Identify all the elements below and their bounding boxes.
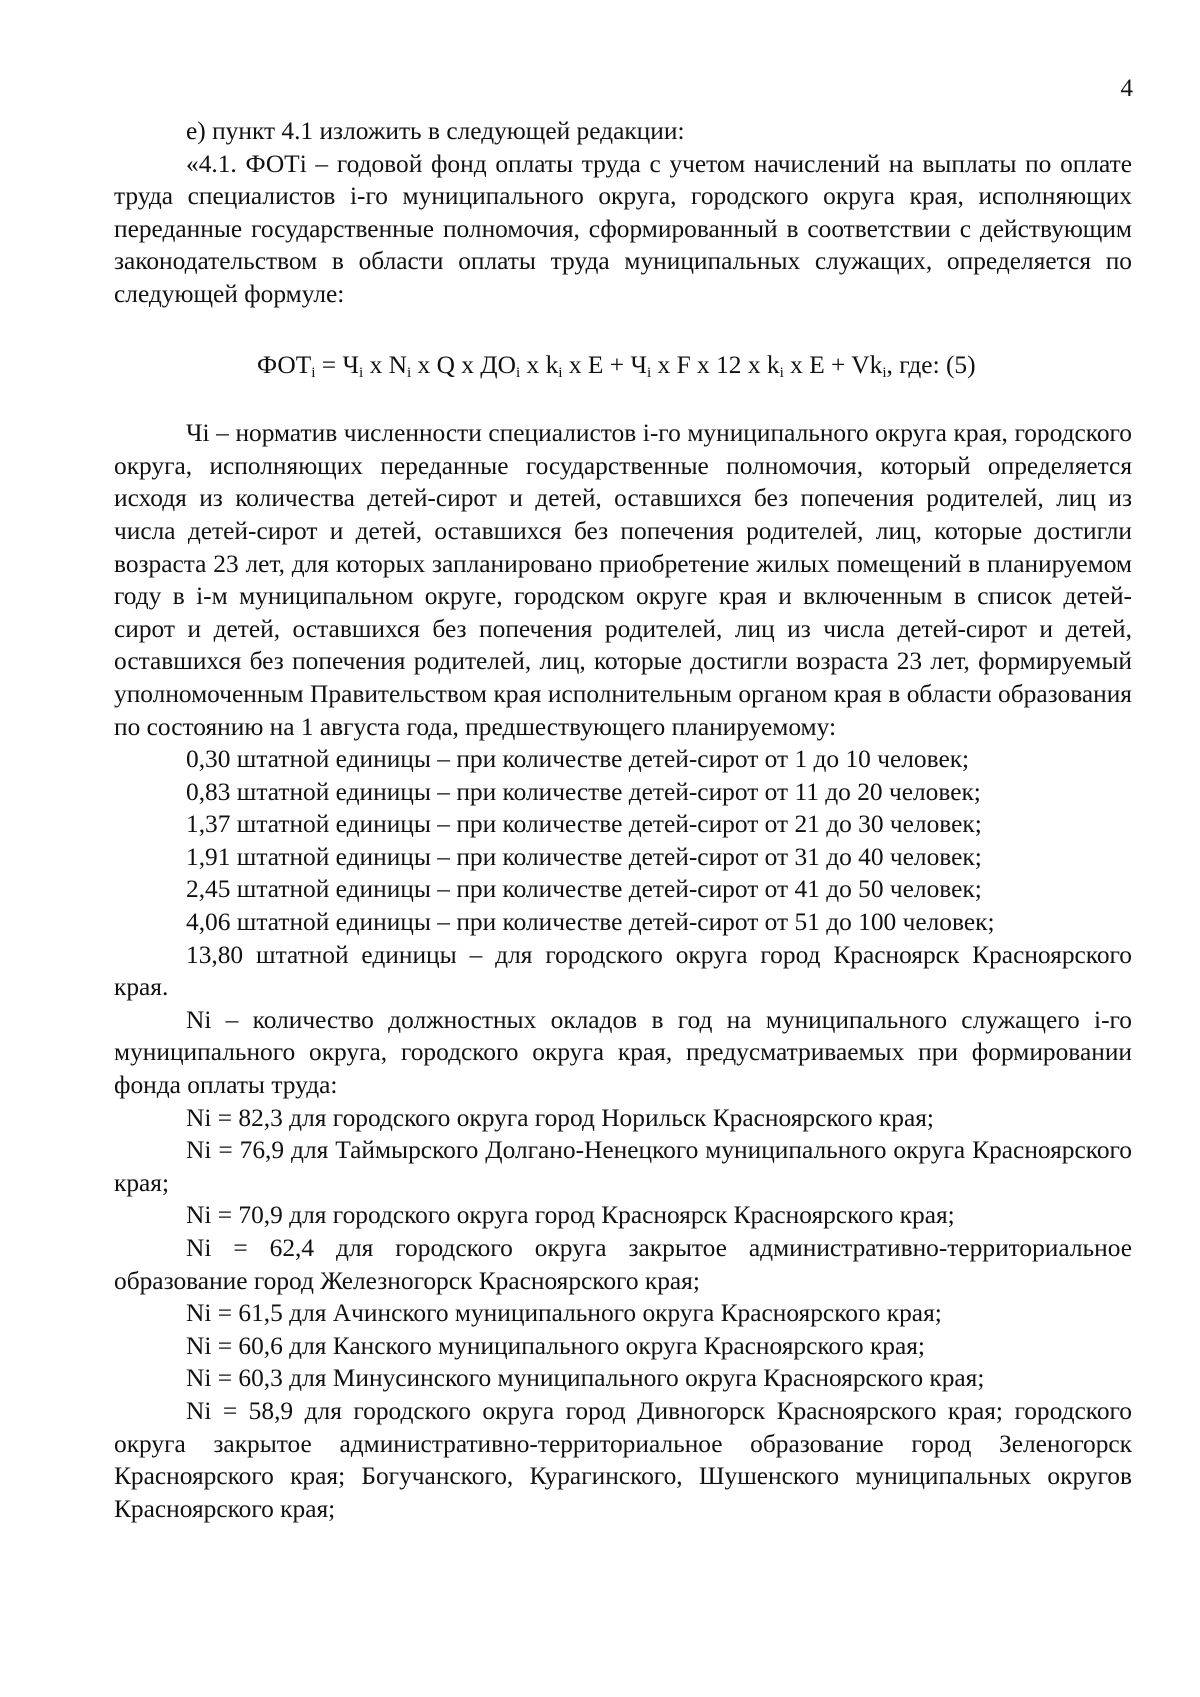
page-number: 4 bbox=[1120, 75, 1133, 102]
norm-item: 0,83 штатной единицы – при количестве детей-сирот от 11 до 20 человек; bbox=[186, 777, 981, 806]
norm-item: 13,80 штатной единицы – для городского округа город Красноярск Красноярского края. bbox=[114, 940, 1132, 1002]
norm-item: 1,37 штатной единицы – при количестве детей-сирот от 21 до 30 человек; bbox=[186, 810, 982, 839]
n-value-item: Ni = 60,3 для Минусинского муниципального округа Красноярского края; bbox=[186, 1364, 985, 1393]
n-value-item: Ni = 76,9 для Таймырского Долгано-Ненецкого муниципального округа Красноярского края; bbox=[114, 1136, 1132, 1197]
n-value-item: Ni = 70,9 для городского округа город Красноярск Красноярского края; bbox=[186, 1201, 955, 1230]
norm-item: 2,45 штатной единицы – при количестве детей-сирот от 41 до 50 человек; bbox=[186, 875, 982, 904]
norm-item: 1,91 штатной единицы – при количестве детей-сирот от 31 до 40 человек; bbox=[186, 842, 982, 871]
norm-item: 0,30 штатной единицы – при количестве детей-сирот от 1 до 10 человек; bbox=[186, 745, 970, 774]
n-value-item: Ni = 60,6 для Канского муниципального округа Красноярского края; bbox=[186, 1331, 925, 1360]
ch-definition: Чi – норматив численности специалистов i-го муниципального округа края, городского округа, исполняющих переданные государственные полномочия, который определяется исходя из количества детей-сирот и детей, оставшихся без попечения родителей, лиц из числа детей-сирот и детей, оставшихся без попечения родителей, лиц, которые достигли возраста 23 лет, для которых запланировано приобретение жилых помещений в планируемом году в i-м муниципальном округе, городском округе края и включенным в список детей-сирот и детей, оставшихся без попечения родителей, лиц из числа детей-сирот и детей, оставшихся без попечения родителей, лиц, которые достигли возраста 23 лет, формируемый уполномоченным Правительством края исполнительным органом края в области образования по состоянию на 1 августа года, предшествующего планируемому: bbox=[114, 419, 1132, 741]
n-value-item: Ni = 62,4 для городского округа закрытое административно-территориальное образование город Железногорск Красноярского края; bbox=[114, 1234, 1132, 1295]
amendment-heading: е) пункт 4.1 изложить в следующей редакции: bbox=[186, 117, 685, 145]
formula-5: $ФОТ_i = Ч_i$ x $N_i$ x Q x $ДО_i$ x $k_i$ x $E + Ч_i$ x F x 12 x $k_i$ x $E + Vk_i$, где: (5) bbox=[257, 350, 976, 381]
n-value-item: Ni = 61,5 для Ачинского муниципального округа Красноярского края; bbox=[186, 1299, 942, 1328]
n-value-item: Ni = 58,9 для городского округа город Дивногорск Красноярского края; городского округа закрытое административно-территориальное образование город Зеленогорск Красноярского края; Богучанского, Курагинского, Шушенского муниципальных округов Красноярского края; bbox=[114, 1396, 1132, 1523]
intro-paragraph: «4.1. ФОТi – годовой фонд оплаты труда с учетом начислений на выплаты по оплате труда специалистов i-го муниципального округа, городского округа края, исполняющих переданные государственные полномочия, сформированный в соответствии с действующим законодательством в области оплаты труда муниципальных служащих, определяется по следующей формуле: bbox=[114, 149, 1132, 308]
document-body bbox=[114, 115, 1132, 1525]
n-value-item: Ni = 82,3 для городского округа город Норильск Красноярского края; bbox=[186, 1103, 934, 1132]
n-definition: Ni – количество должностных окладов в год на муниципального служащего i-го муниципального округа, городского округа края, предусматриваемых при формировании фонда оплаты труда: bbox=[114, 1005, 1132, 1100]
norm-item: 4,06 штатной единицы – при количестве детей-сирот от 51 до 100 человек; bbox=[186, 908, 995, 937]
